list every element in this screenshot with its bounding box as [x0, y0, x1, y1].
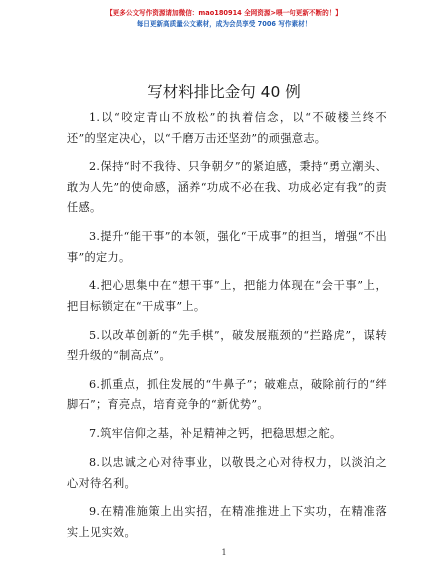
banner-wechat-notice: 【更多公文写作资源请加微信：mao180914 全网资源>喂一句更新不断的！】: [106, 9, 342, 17]
list-item-8: 8.以忠诚之心对待事业，以敬畏之心对待权力，以淡泊之心对待名利。: [67, 456, 387, 490]
list-item-1: 1.以“咬定青山不放松”的执着信念，以“不破楼兰终不还”的坚定决心，以“千磨万击还坚劲”的顽强意志。: [67, 111, 387, 145]
document-title: 写材料排比金句 40 例: [147, 83, 301, 101]
page-number: 1: [221, 548, 227, 557]
list-item-7: 7.筑牢信仰之基，补足精神之钙，把稳思想之舵。: [89, 427, 342, 441]
list-item-6: 6.抓重点，抓住发展的“牛鼻子”；破难点，破除前行的“绊脚石”；育亮点，培育竞争的“新优势”。: [67, 377, 387, 412]
header-banner: [0, 8, 448, 30]
list-item-4: 4.把心思集中在“想干事”上，把能力体现在“会干事”上，把目标锁定在“干成事”上。: [67, 279, 387, 313]
list-item-2: 2.保持“时不我待、只争朝夕”的紧迫感，秉持“勇立潮头、敢为人先”的使命感，涵养“功成不必在我、功成必定有我”的责任感。: [67, 160, 387, 215]
list-item-3: 3.提升“能干事”的本领，强化“干成事”的担当，增强“不出事”的定力。: [67, 230, 387, 264]
phrase-list: [67, 108, 387, 552]
banner-membership-notice: 每日更新高质量公文素材，成为会员享受 7006 写作素材！: [136, 20, 312, 28]
list-item-5: 5.以改革创新的“先手棋”，破发展瓶颈的“拦路虎”，谋转型升级的“制高点”。: [67, 328, 387, 363]
list-item-9: 9.在精准施策上出实招，在精准推进上下实功，在精准落实上见实效。: [67, 505, 387, 539]
